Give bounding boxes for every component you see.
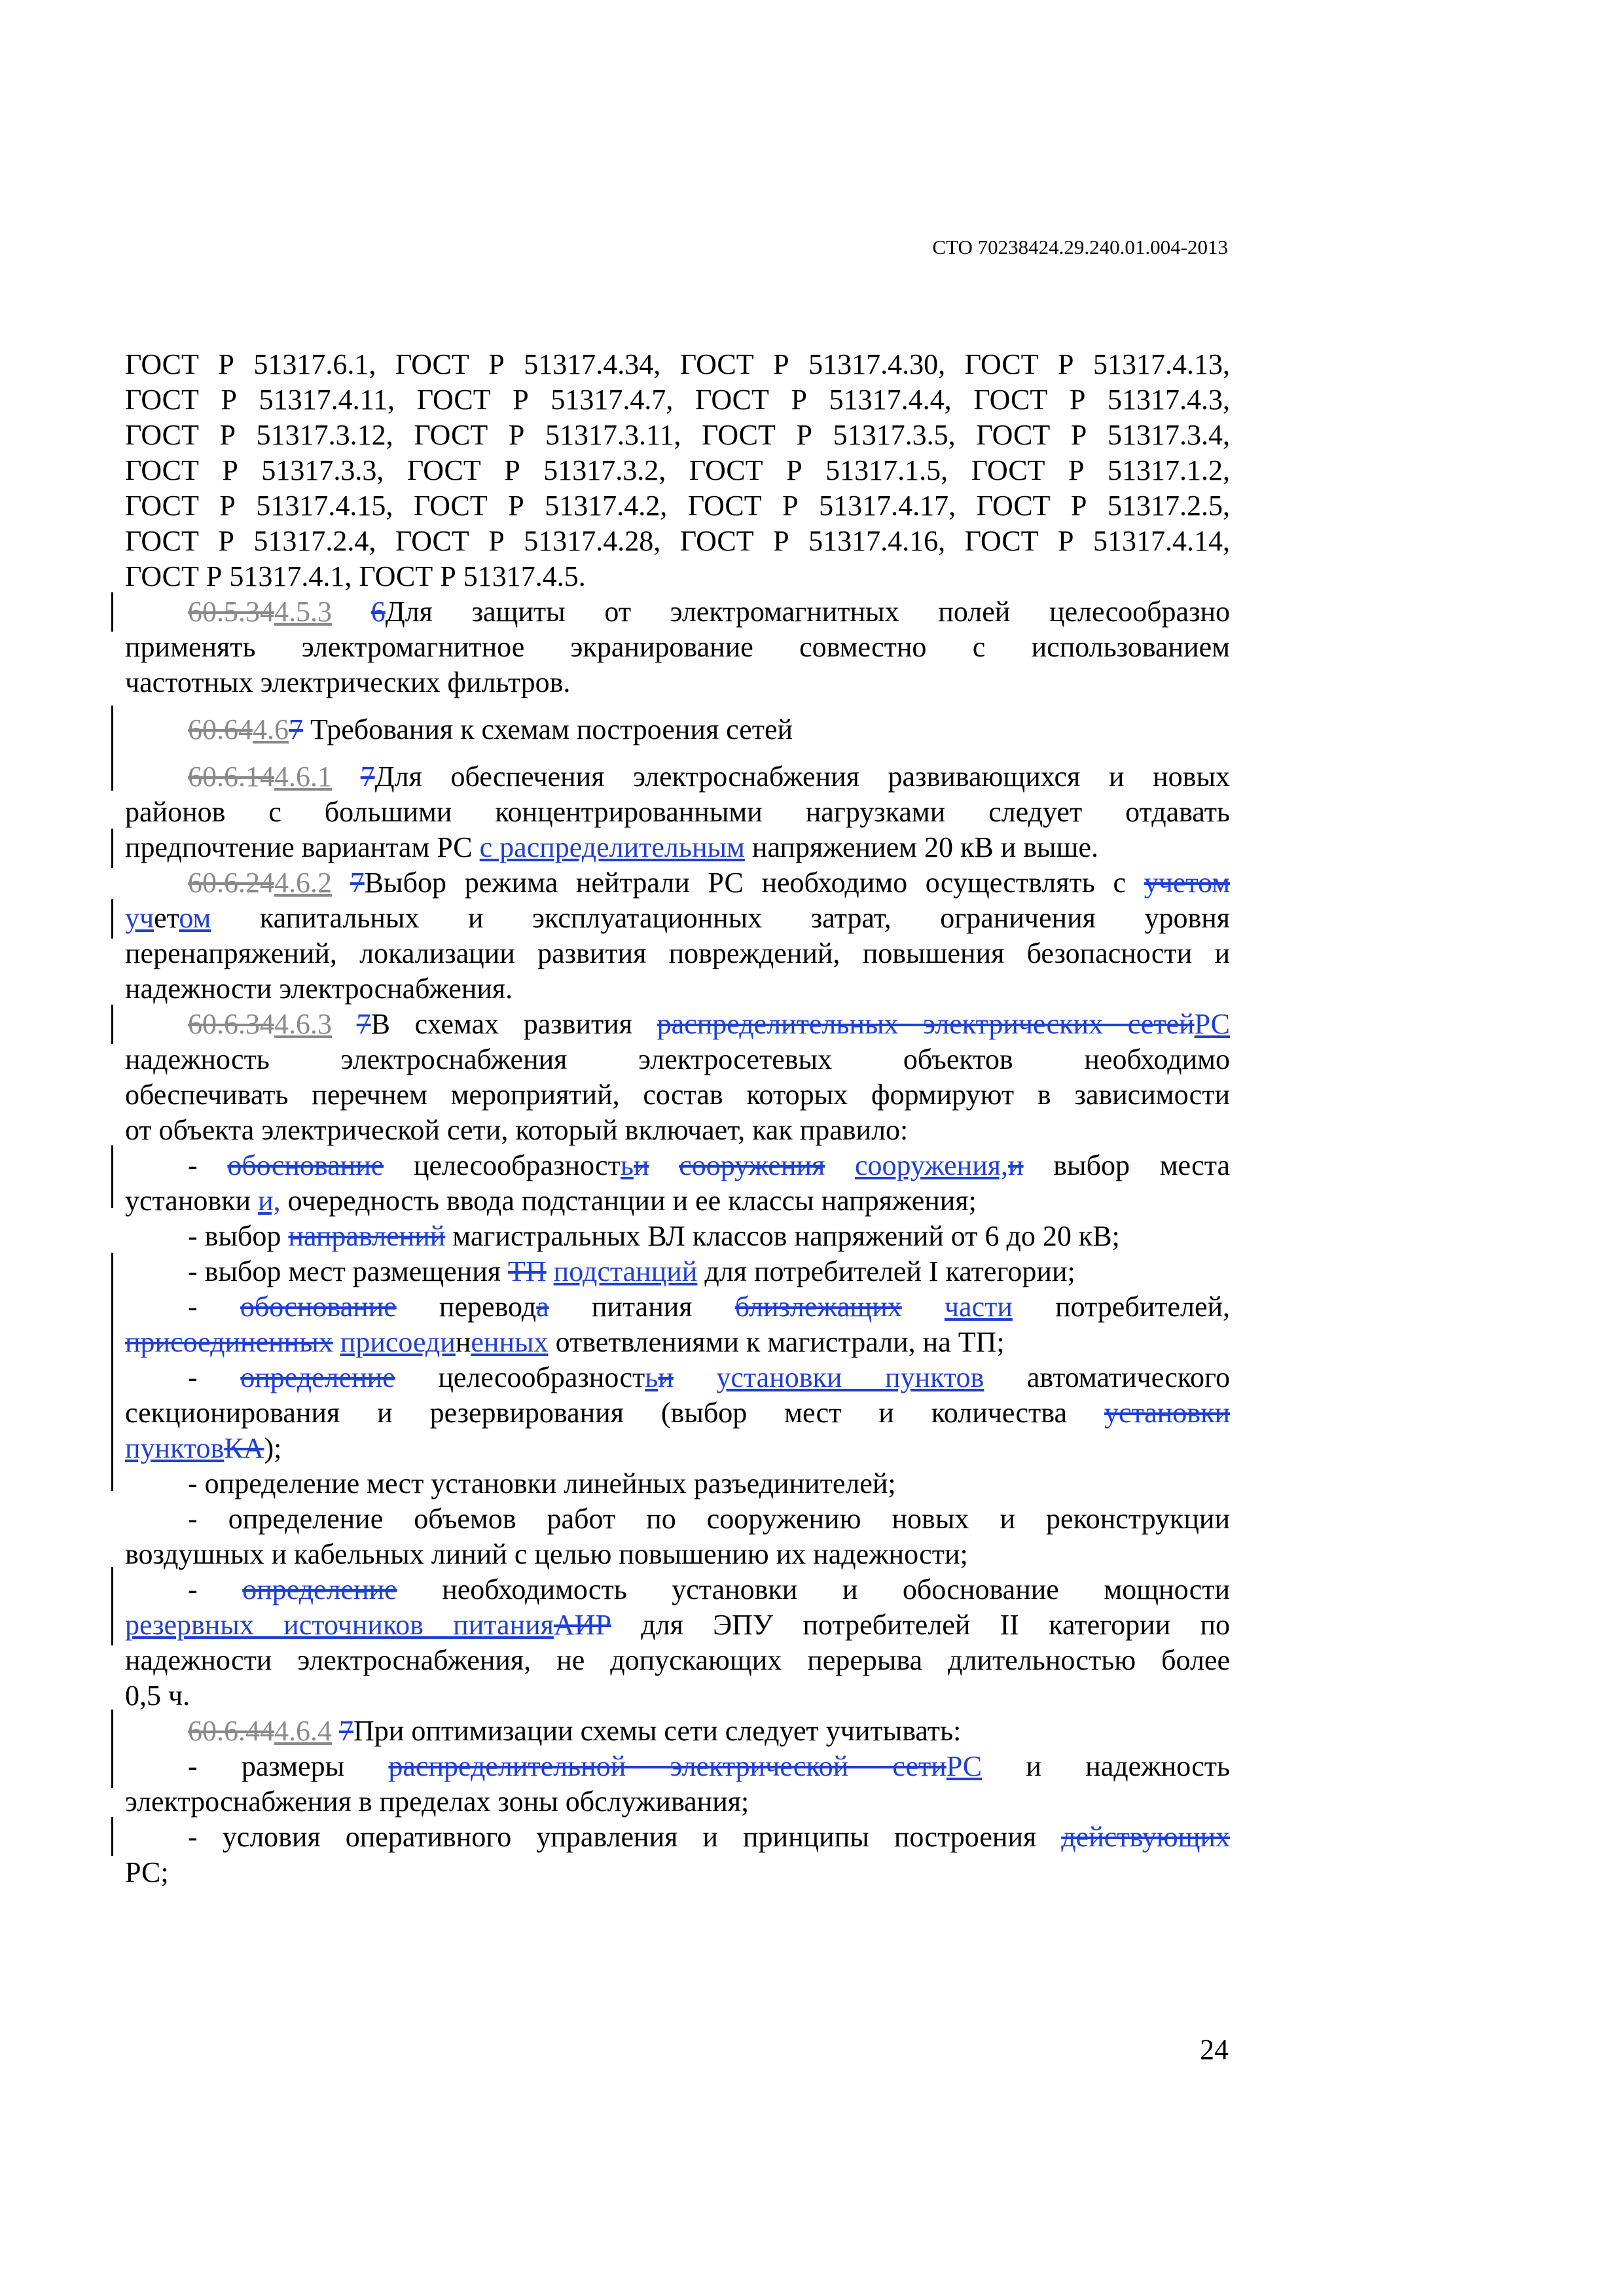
paragraph-4-6-2: 60.6.244.6.2 7Выбор режима нейтрали РС необходимо осуществлять с учетом bbox=[188, 867, 1231, 899]
paragraph-line: перенапряжений, локализации развития повреждений, повышения безопасности и bbox=[125, 937, 1230, 969]
change-bar bbox=[111, 1288, 113, 1491]
list-item-line: воздушных и кабельных линий с целью повышению их надежности; bbox=[125, 1538, 968, 1570]
section-heading-4-6: 60.644.67 Требования к схемам построения сетей bbox=[188, 713, 793, 745]
list-item: - условия оперативного управления и принципы построения действующих bbox=[188, 1821, 1231, 1853]
page-number: 24 bbox=[1200, 2034, 1229, 2066]
paragraph-line: частотных электрических фильтров. bbox=[125, 666, 571, 698]
paragraph-line: районов с большими концентрированными нагрузками следует отдавать bbox=[125, 796, 1230, 828]
change-bar bbox=[111, 1567, 113, 1645]
gost-line: ГОСТ Р 51317.4.1, ГОСТ Р 51317.4.5. bbox=[125, 560, 586, 592]
paragraph-line: от объекта электрической сети, который включает, как правило: bbox=[125, 1114, 909, 1146]
list-item-line: надежности электроснабжения, не допускающих перерыва длительностью более bbox=[125, 1644, 1230, 1676]
paragraph-4-6-1: 60.6.144.6.1 7Для обеспечения электроснабжения развивающихся и новых bbox=[188, 761, 1231, 793]
gost-line: ГОСТ Р 51317.2.4, ГОСТ Р 51317.4.28, ГОСТ Р 51317.4.16, ГОСТ Р 51317.4.14, bbox=[125, 525, 1231, 557]
change-bar bbox=[111, 1817, 113, 1856]
gost-line: ГОСТ Р 51317.4.11, ГОСТ Р 51317.4.7, ГОСТ Р 51317.4.4, ГОСТ Р 51317.4.3, bbox=[125, 384, 1231, 416]
list-item: - определение мест установки линейных разъединителей; bbox=[188, 1467, 896, 1499]
gost-line: ГОСТ Р 51317.6.1, ГОСТ Р 51317.4.34, ГОСТ Р 51317.4.30, ГОСТ Р 51317.4.13, bbox=[125, 348, 1231, 380]
list-item: - обоснование перевода питания близлежащих части потребителей, bbox=[188, 1291, 1231, 1323]
paragraph-4-5-3: 60.5.344.5.3 6Для защиты от электромагнитных полей целесообразно bbox=[188, 596, 1230, 628]
list-item: - размеры распределительной электрической сетиРС и надежность bbox=[188, 1750, 1231, 1782]
change-bar bbox=[111, 829, 113, 868]
list-item: - выбор мест размещения ТП подстанций для потребителей I категории; bbox=[188, 1255, 1075, 1287]
change-bar bbox=[111, 706, 113, 791]
list-item: - определение целесообразностьи установки пунктов автоматического bbox=[188, 1361, 1231, 1393]
list-item-line: РС; bbox=[125, 1856, 169, 1888]
paragraph-line: предпочтение вариантам РС с распределительным напряжением 20 кВ и выше. bbox=[125, 831, 1099, 863]
list-item-line: установки и, очередность ввода подстанции и ее классы напряжения; bbox=[125, 1185, 977, 1217]
gost-line: ГОСТ Р 51317.3.3, ГОСТ Р 51317.3.2, ГОСТ Р 51317.1.5, ГОСТ Р 51317.1.2, bbox=[125, 454, 1231, 486]
list-item-line: резервных источников питанияАИР для ЭПУ потребителей II категории по bbox=[125, 1609, 1230, 1641]
paragraph-4-6-3: 60.6.344.6.3 7В схемах развития распределительных электрических сетейРС bbox=[188, 1008, 1230, 1040]
list-item: - выбор направлений магистральных ВЛ классов напряжений от 6 до 20 кВ; bbox=[188, 1220, 1120, 1252]
change-bar bbox=[111, 592, 113, 632]
change-bar bbox=[111, 1005, 113, 1044]
gost-line: ГОСТ Р 51317.3.12, ГОСТ Р 51317.3.11, ГОСТ Р 51317.3.5, ГОСТ Р 51317.3.4, bbox=[125, 419, 1231, 451]
paragraph-line: надежности электроснабжения. bbox=[125, 973, 513, 1005]
change-bar bbox=[111, 1145, 113, 1208]
list-item-line: электроснабжения в пределах зоны обслуживания; bbox=[125, 1785, 749, 1818]
paragraph-line: учетом капитальных и эксплуатационных затрат, ограничения уровня bbox=[125, 902, 1230, 934]
list-item-line: пунктовКА); bbox=[125, 1432, 282, 1464]
list-item-line: секционирования и резервирования (выбор мест и количества установки bbox=[125, 1397, 1230, 1429]
document-body bbox=[125, 347, 1230, 1890]
list-item-line: присоединенных присоединенных ответвлениями к магистрали, на ТП; bbox=[125, 1326, 1005, 1358]
gost-line: ГОСТ Р 51317.4.15, ГОСТ Р 51317.4.2, ГОСТ Р 51317.4.17, ГОСТ Р 51317.2.5, bbox=[125, 490, 1231, 522]
paragraph-line: применять электромагнитное экранирование совместно с использованием bbox=[125, 631, 1230, 663]
paragraph-line: обеспечивать перечнем мероприятий, состав которых формируют в зависимости bbox=[125, 1079, 1230, 1111]
document-header: СТО 70238424.29.240.01.004-2013 bbox=[932, 236, 1228, 259]
list-item: - определение объемов работ по сооружению новых и реконструкции bbox=[188, 1503, 1231, 1535]
list-item: - определение необходимость установки и обоснование мощности bbox=[188, 1573, 1230, 1605]
list-item-line: 0,5 ч. bbox=[125, 1679, 190, 1712]
list-item: - обоснование целесообразностьи сооружения сооружения,и выбор места bbox=[188, 1149, 1230, 1181]
change-bar bbox=[111, 1710, 113, 1788]
change-bar bbox=[111, 899, 113, 939]
paragraph-4-6-4: 60.6.444.6.4 7При оптимизации схемы сети следует учитывать: bbox=[188, 1715, 962, 1747]
paragraph-line: надежность электроснабжения электросетевых объектов необходимо bbox=[125, 1043, 1230, 1075]
